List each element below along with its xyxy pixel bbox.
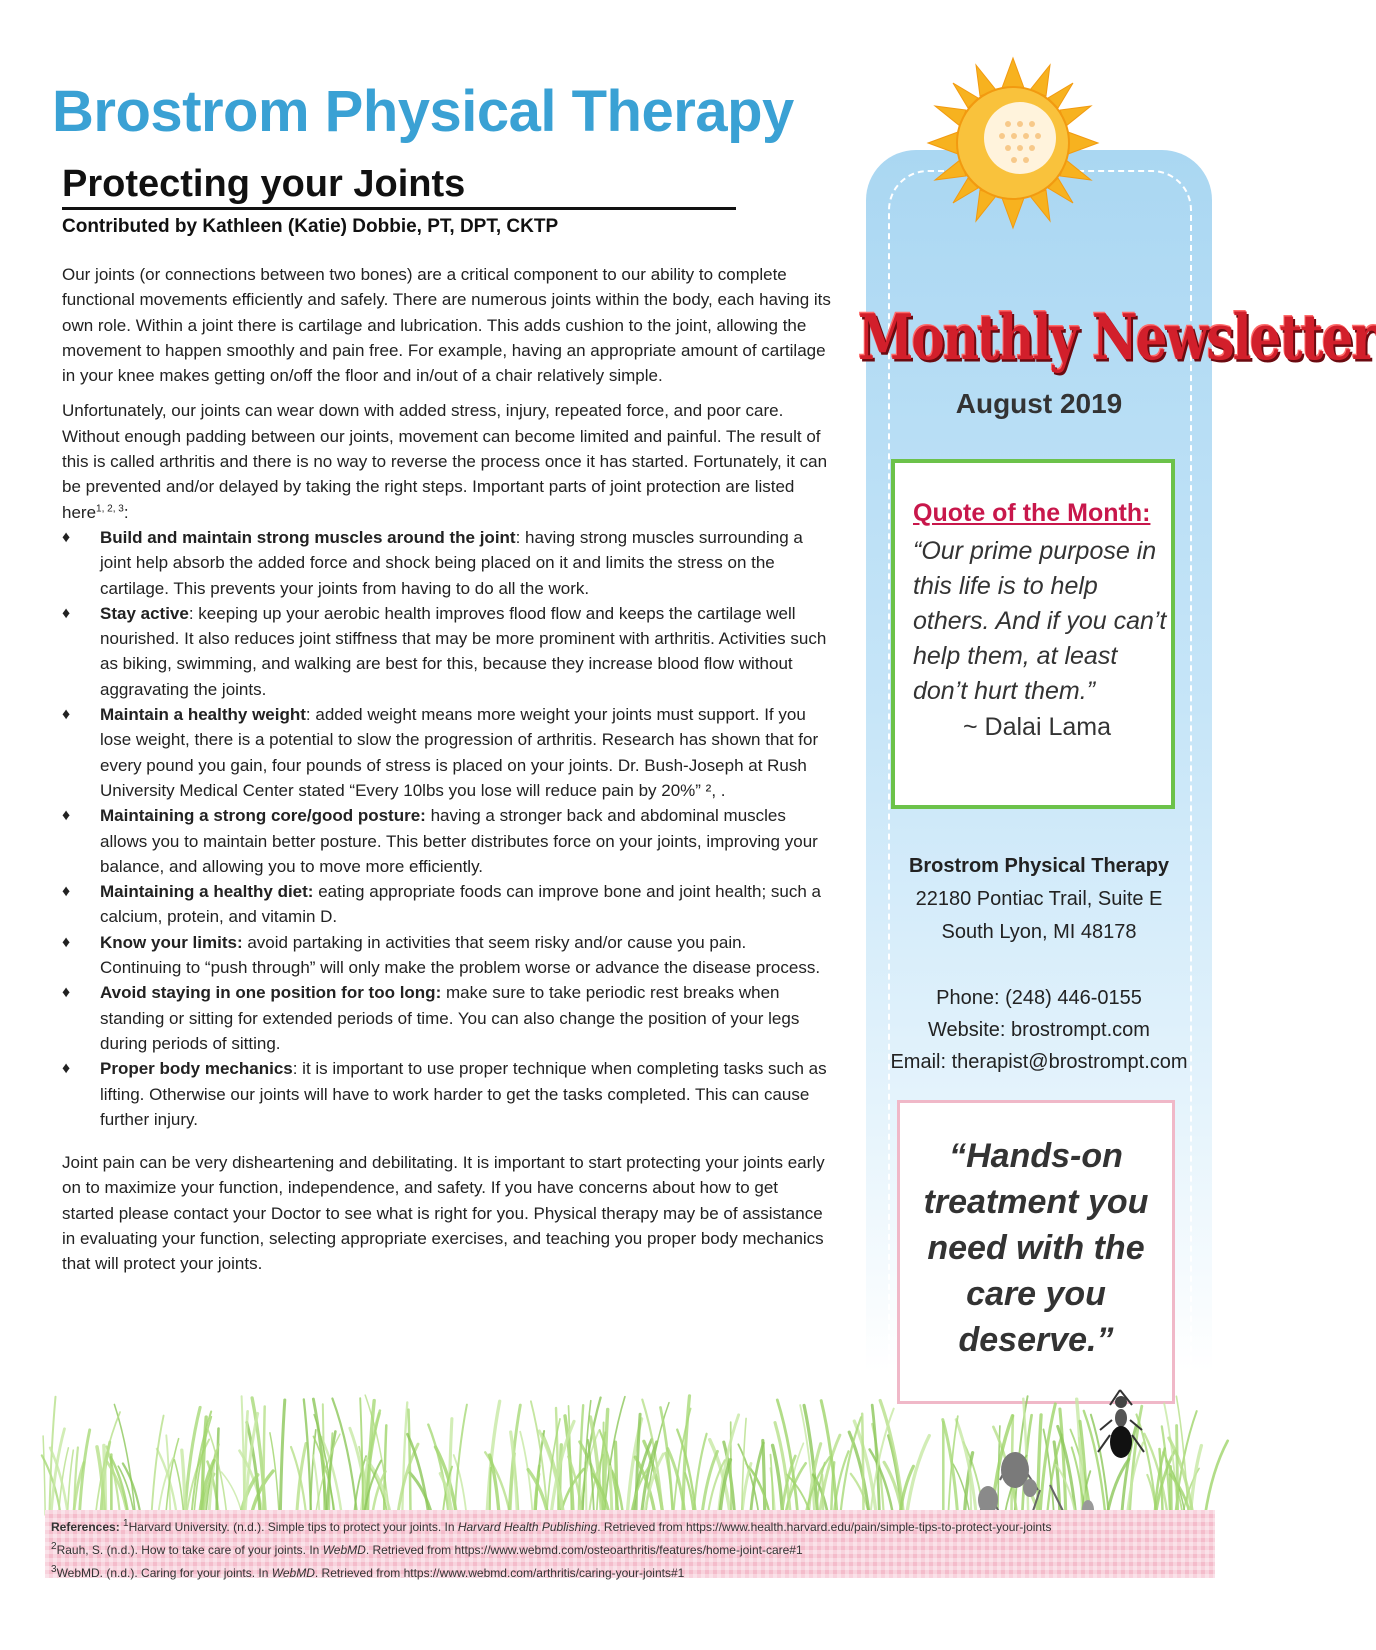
address-street: 22180 Pontiac Trail, Suite E <box>915 888 1163 910</box>
diamond-bullet-icon: ♦ <box>62 706 71 724</box>
reference-text: WebMD. (n.d.). Caring for your joints. In <box>56 1566 272 1580</box>
article-problem <box>62 398 832 524</box>
article-problem-end: : <box>123 502 129 522</box>
reference-number: 2 <box>51 1541 57 1552</box>
references-bar <box>45 1510 1215 1578</box>
diamond-bullet-icon: ♦ <box>62 604 71 622</box>
quote-of-the-month-box <box>891 459 1175 809</box>
grass-blade <box>862 1414 863 1515</box>
article-problem-text: Unfortunately, our joints can wear down with added stress, injury, repeated force, and poor care. Without enough padding between our joints, movement can become limited and painful. The result of this is called arthritis and there is no way to reverse the process once it has started. Fortunately, it can be prevented and/or delayed by taking the right steps. Important parts of joint protection are listed here <box>62 401 828 522</box>
reference-superscript: 1, 2, 3 <box>96 503 124 515</box>
list-item-title: Stay active <box>100 603 189 623</box>
grass-blade <box>263 1407 264 1516</box>
article-intro: Our joints (or connections between two bones) are a critical component to our ability to complete functional movements efficiently and safely. There are numerous joints within the body, each having its own role. Within a joint there is cartilage and lubrication. This adds cushion to the joint, allowing the movement to happen smoothly and pain free. For example, having an appropriate amount of cartilage in your knee makes getting on/off the floor and in/out of a chair relatively simple. <box>62 265 831 386</box>
grass-blade <box>280 1400 285 1515</box>
address-city: South Lyon, MI 48178 <box>941 921 1137 943</box>
quote-heading: Quote of the Month: <box>913 499 1151 527</box>
list-item-text: : added weight means more weight your joints must support. If you lose weight, there is a potential to slow the progression of arthritis. Research has shown that for every pound you gain, four pounds of stress is placed on your joints. Dr. Bush-Joseph at Rush University Medical Center stated “Every 10lbs you lose will reduce pain by 20%” ², . <box>100 705 819 800</box>
grass-blade <box>771 1455 774 1515</box>
reference-text: Harvard University. (n.d.). Simple tips to protect your joints. In <box>128 1520 458 1534</box>
issue-date: August 2019 <box>955 388 1123 419</box>
clinic-title: Brostrom Physical Therapy <box>52 79 794 144</box>
quote-author: ~ Dalai Lama <box>963 713 1111 741</box>
address-spacer <box>866 949 1212 982</box>
reference-url: . Retrieved from https://www.webmd.com/osteoarthritis/features/home-joint-care#1 <box>365 1543 803 1557</box>
article-title: Protecting your Joints <box>62 161 736 210</box>
list-item-title: Build and maintain strong muscles around the joint <box>100 527 516 547</box>
slogan-text: “Hands-on treatment you need with the care you deserve.” <box>923 1137 1149 1359</box>
list-item-text: : it is important to use proper technique when completing tasks such as lifting. Otherwise our joints will have to work harder to get the tasks completed. This can cause further injury. <box>100 1059 827 1129</box>
list-item <box>62 980 832 1056</box>
list-item-text: make sure to take periodic rest breaks when standing or sitting for extended periods of time. You can also change the position of your legs during periods of sitting. <box>100 983 800 1053</box>
email: Email: therapist@brostrompt.com <box>890 1051 1188 1073</box>
phone-number: Phone: (248) 446-0155 <box>936 987 1142 1009</box>
list-item <box>62 601 832 702</box>
references-label: References: <box>51 1520 120 1534</box>
list-item-text: avoid partaking in activities that seem risky and/or cause you pain. Continuing to “push through” will only make the problem worse or advance the disease process. <box>100 932 821 978</box>
slogan-box <box>897 1100 1175 1404</box>
list-item-text: eating appropriate foods can improve bone and joint health; such a calcium, protein, and vitamin D. <box>100 882 821 927</box>
reference-url: . Retrieved from https://www.health.harvard.edu/pain/simple-tips-to-protect-your-joints <box>597 1520 1052 1534</box>
grass-blade <box>152 1416 164 1515</box>
contact-info <box>866 850 1212 1078</box>
grass-blade <box>43 1436 45 1515</box>
reference-1 <box>51 1514 1209 1537</box>
list-item-title: Know your limits: <box>100 932 243 952</box>
website: Website: brostrompt.com <box>928 1019 1150 1041</box>
list-item-title: Maintain a healthy weight <box>100 705 306 725</box>
diamond-bullet-icon: ♦ <box>62 1060 71 1078</box>
list-item-title: Avoid staying in one position for too long: <box>100 983 442 1003</box>
diamond-bullet-icon: ♦ <box>62 933 71 951</box>
grass-blade <box>68 1450 74 1515</box>
grass-blade <box>402 1402 407 1515</box>
list-item-text: : having strong muscles surrounding a joint help absorb the added force and shock being placed on it and limits the stress on the cartilage. This prevents your joints from having to do all the work. <box>100 527 803 598</box>
reference-number: 1 <box>123 1518 129 1529</box>
grass-blade <box>763 1441 765 1516</box>
diamond-bullet-icon: ♦ <box>62 807 71 825</box>
grass-blade <box>490 1468 491 1515</box>
list-item-title: Proper body mechanics <box>100 1059 293 1079</box>
list-item <box>62 1056 832 1132</box>
grass-blade <box>1205 1441 1228 1515</box>
diamond-bullet-icon: ♦ <box>62 528 71 546</box>
newsletter-title: Monthly Newsletter <box>858 300 1376 374</box>
list-item <box>62 702 832 803</box>
reference-url: . Retrieved from https://www.webmd.com/arthritis/caring-your-joints#1 <box>314 1566 685 1580</box>
grass-blade <box>880 1401 903 1516</box>
reference-3 <box>51 1560 1209 1583</box>
reference-text: Rauh, S. (n.d.). How to take care of your joints. In <box>56 1543 323 1557</box>
sun-icon <box>928 58 1098 228</box>
grass-blade <box>610 1467 612 1515</box>
reference-source: Harvard Health Publishing <box>457 1520 598 1534</box>
quote-text: “Our prime purpose in this life is to help others. And if you can’t help them, at least don’t hurt them.” <box>913 537 1167 705</box>
reference-source: WebMD <box>271 1566 315 1580</box>
reference-number: 3 <box>51 1564 57 1575</box>
list-item-title: Maintaining a healthy diet: <box>100 882 314 902</box>
reference-source: WebMD <box>322 1543 366 1557</box>
list-item <box>62 930 832 981</box>
article-contributor: Contributed by Kathleen (Katie) Dobbie, PT, DPT, CKTP <box>62 216 559 237</box>
list-item-text: having a stronger back and abdominal muscles allows you to maintain better posture. This better distributes force on your joints, improving your balance, and allowing you to move more efficiently. <box>100 806 818 876</box>
article-body <box>62 262 832 1287</box>
diamond-bullet-icon: ♦ <box>62 883 71 901</box>
address-name: Brostrom Physical Therapy <box>908 855 1170 877</box>
list-item-title: Maintaining a strong core/good posture: <box>100 806 426 826</box>
article-conclusion: Joint pain can be very disheartening and debilitating. It is important to start protecting your joints early on to maximize your function, independence, and safety. If you have concerns about how to get started please contact your Doctor to see what is right for you. Physical therapy may be of assistance in evaluating your function, selecting appropriate exercises, and teaching you proper body mechanics that will protect your joints. <box>62 1153 825 1274</box>
list-item <box>62 803 832 879</box>
list-item <box>62 525 832 601</box>
grass-blade <box>615 1442 617 1515</box>
list-item <box>62 879 832 930</box>
reference-2 <box>51 1537 1209 1560</box>
list-item-text: : keeping up your aerobic health improves flood flow and keeps the cartilage well nourished. It also reduces joint stiffness that may be more prominent with arthritis. Activities such as biking, swimming, and walking are best for this, because they increase blood flow without aggravating the joints. <box>100 603 827 699</box>
joint-protection-list <box>62 525 832 1132</box>
grass-blade <box>332 1399 357 1516</box>
grass-blade <box>822 1475 823 1515</box>
diamond-bullet-icon: ♦ <box>62 984 71 1002</box>
